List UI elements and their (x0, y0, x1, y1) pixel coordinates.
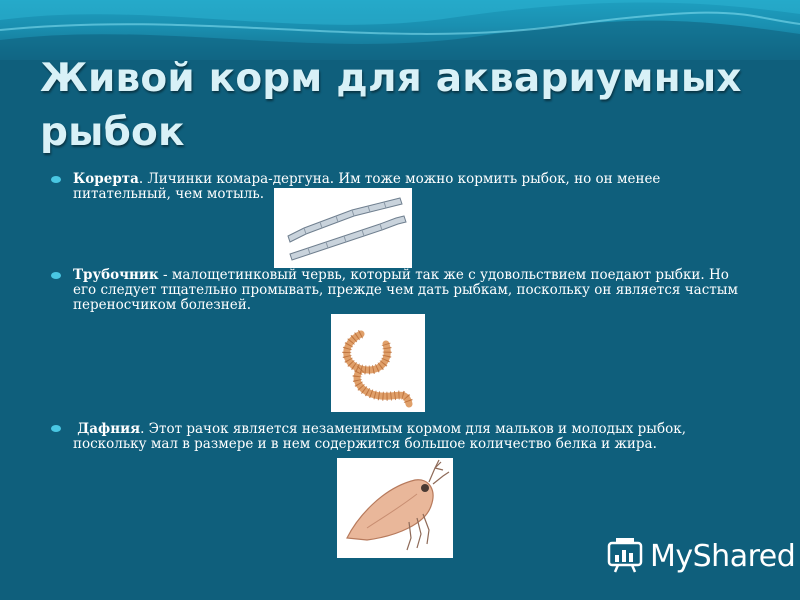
item-description: . Личинки комара-дергуна. Им тоже можно кормить рыбок, но он менее питательный, чем мотыль. (73, 171, 661, 202)
item-term: Дафния (77, 421, 141, 437)
bullet-icon (51, 272, 61, 279)
item-text-daphnia (73, 422, 753, 452)
item-description: - малощетинковый червь, который так же с удовольствием поедают рыбки. Но его следует тщательно промывать, прежде чем дать рыбкам, поскольку он является частым переносчиком болезней. (73, 267, 738, 313)
bullet-icon (51, 425, 61, 432)
slide-title: Живой корм для аквариумных рыбок (40, 56, 742, 155)
item-description: . Этот рачок является незаменимым кормом для мальков и молодых рыбок, поскольку мал в размере и в нем содержится большое количество белка и жира. (73, 421, 686, 452)
larva-image (274, 188, 412, 268)
myshared-logo-icon (606, 535, 644, 577)
item-text-tubifex (73, 268, 743, 313)
myshared-watermark (606, 535, 795, 577)
tubifex-worm-image (331, 314, 425, 412)
item-term: Трубочник (73, 267, 159, 283)
header-wave-decoration (0, 0, 800, 60)
watermark-label: MyShared (650, 538, 796, 574)
daphnia-image (337, 458, 453, 558)
bullet-icon (51, 176, 61, 183)
item-term: Корерта (73, 171, 139, 187)
